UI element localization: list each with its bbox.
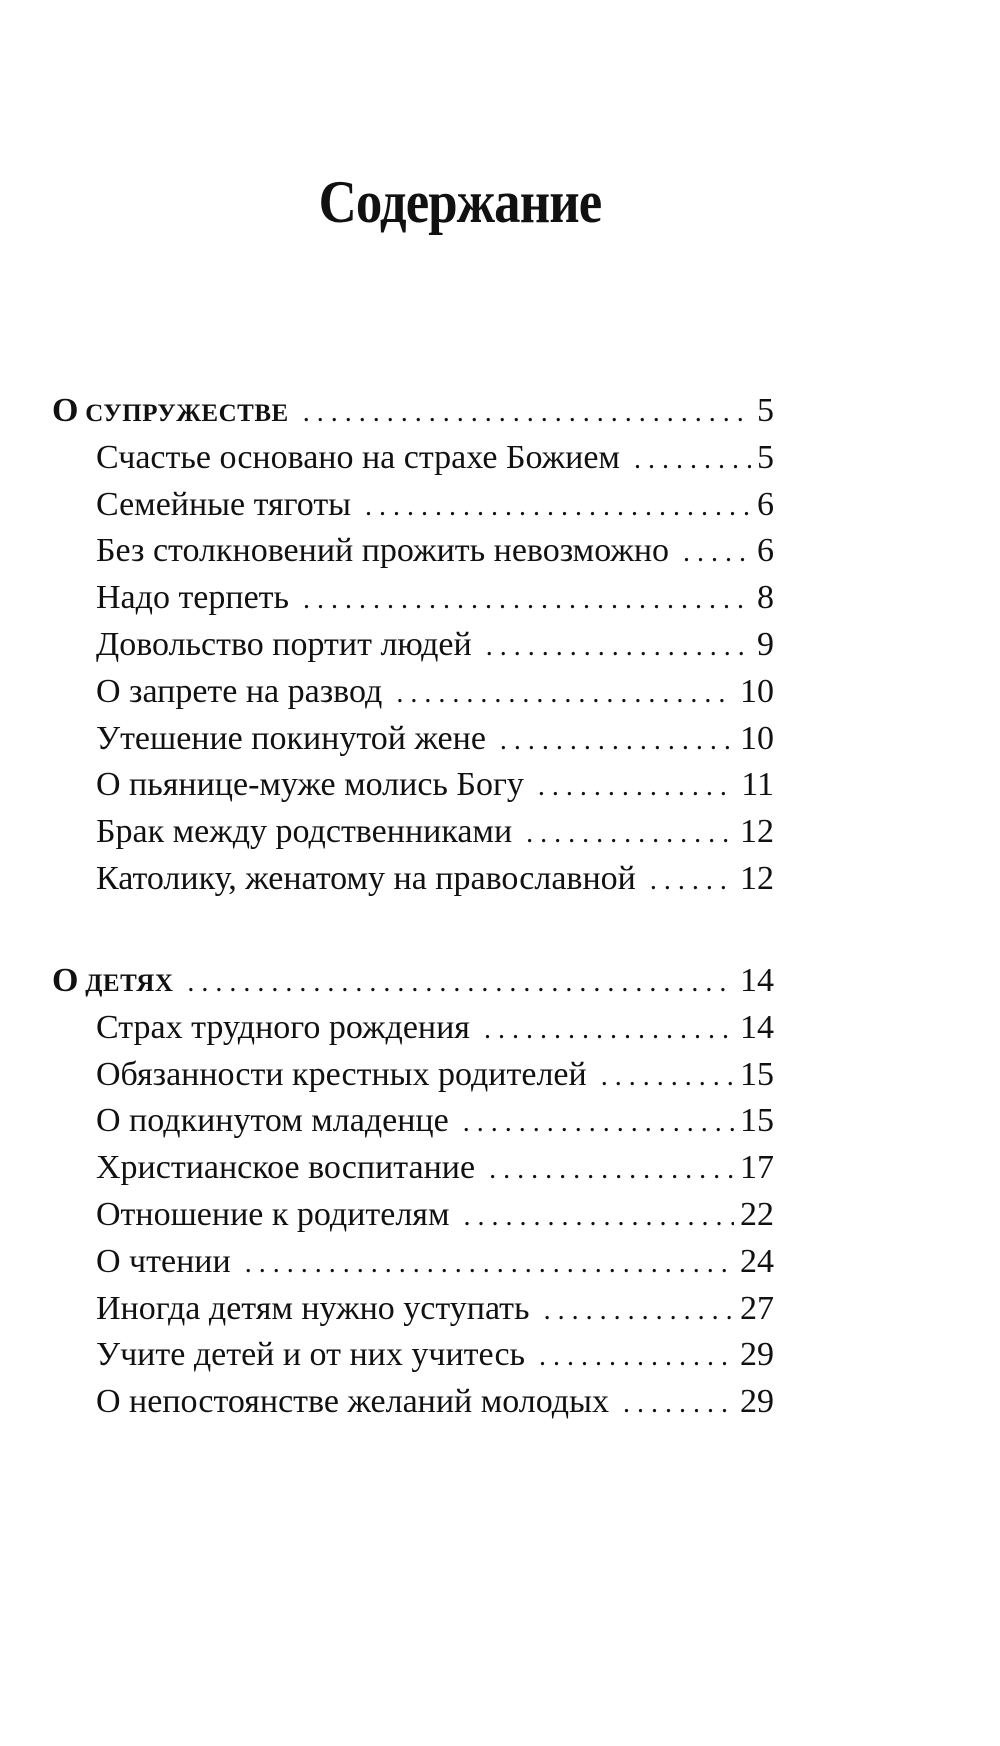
- dot-leader: [601, 1054, 734, 1101]
- dot-leader: [187, 960, 734, 1007]
- toc-entry[interactable]: [52, 1239, 774, 1286]
- toc-entry[interactable]: [52, 1379, 774, 1426]
- toc-entry[interactable]: [52, 622, 774, 669]
- page-number: 6: [757, 532, 774, 570]
- dot-leader: [245, 1241, 734, 1288]
- section-heading-rest: ДЕТЯХ: [78, 970, 174, 997]
- toc-entry[interactable]: [52, 482, 774, 529]
- dot-leader: [484, 1007, 734, 1054]
- toc-entry[interactable]: [52, 1005, 774, 1052]
- entry-label: Брак между родственниками: [96, 813, 513, 851]
- dot-leader: [538, 764, 735, 811]
- entry-label: Без столкновений прожить невозможно: [96, 532, 670, 570]
- section-heading[interactable]: [52, 388, 774, 435]
- dot-leader: [463, 1194, 734, 1241]
- section-heading[interactable]: [52, 958, 774, 1005]
- page-number: 5: [757, 392, 774, 429]
- entry-label: Католику, женатому на православной: [96, 859, 636, 897]
- entry-label: Иногда детям нужно уступать: [96, 1289, 530, 1327]
- page-number: 12: [740, 813, 774, 851]
- page-number: 8: [757, 579, 774, 617]
- dot-leader: [486, 624, 751, 671]
- dot-leader: [650, 858, 734, 905]
- dot-leader: [544, 1288, 734, 1335]
- dot-leader: [396, 671, 734, 718]
- dot-leader: [623, 1381, 734, 1428]
- entry-label: Довольство портит людей: [96, 625, 472, 663]
- page-number: 14: [740, 962, 774, 999]
- toc-entry[interactable]: [52, 809, 774, 856]
- toc-entry[interactable]: [52, 1332, 774, 1379]
- page-number: 12: [740, 859, 774, 897]
- toc-entry[interactable]: [52, 435, 774, 482]
- page-number: 5: [757, 438, 774, 476]
- entry-label: Надо терпеть: [96, 579, 290, 617]
- toc-entry[interactable]: [52, 528, 774, 575]
- toc-entry[interactable]: [52, 669, 774, 716]
- dot-leader: [683, 530, 751, 577]
- page-number: 9: [757, 625, 774, 663]
- toc-entry[interactable]: [52, 1192, 774, 1239]
- section-heading-first: О: [52, 392, 79, 429]
- dot-leader: [500, 718, 734, 765]
- toc-entry[interactable]: [52, 1145, 774, 1192]
- toc-entry[interactable]: [52, 856, 774, 903]
- page-number: 17: [740, 1149, 774, 1187]
- dot-leader: [539, 1334, 734, 1381]
- page-number: 15: [740, 1102, 774, 1140]
- dot-leader: [303, 577, 751, 624]
- entry-label: Учите детей и от них учитесь: [96, 1336, 526, 1374]
- page-number: 10: [740, 719, 774, 757]
- dot-leader: [303, 390, 751, 437]
- page-number: 24: [740, 1242, 774, 1280]
- section-heading-label: [52, 388, 289, 438]
- page-number: 6: [757, 485, 774, 523]
- entry-label: Счастье основано на страхе Божием: [96, 438, 620, 476]
- section-heading-rest: СУПРУЖЕСТВЕ: [78, 400, 289, 427]
- entry-label: Отношение к родителям: [96, 1195, 450, 1233]
- entry-label: Христианское воспитание: [96, 1149, 476, 1187]
- entry-label: Утешение покинутой жене: [96, 719, 486, 757]
- dot-leader: [634, 437, 751, 484]
- page-number: 29: [740, 1383, 774, 1421]
- toc-entry[interactable]: [52, 716, 774, 763]
- toc-section-marriage: [52, 388, 774, 903]
- dot-leader: [489, 1147, 734, 1194]
- toc-section-children: [52, 958, 774, 1426]
- dot-leader: [463, 1100, 734, 1147]
- page-number: 22: [740, 1195, 774, 1233]
- entry-label: О запрете на развод: [96, 672, 383, 710]
- dot-leader: [526, 811, 734, 858]
- entry-label: Обязанности крестных родителей: [96, 1055, 587, 1093]
- page-number: 11: [741, 766, 774, 804]
- section-heading-label: [52, 958, 173, 1008]
- page-number: 10: [740, 672, 774, 710]
- page-number: 15: [740, 1055, 774, 1093]
- entry-label: Страх трудного рождения: [96, 1008, 470, 1046]
- section-heading-first: О: [52, 962, 79, 999]
- toc-entry[interactable]: [52, 575, 774, 622]
- toc-entry[interactable]: [52, 1098, 774, 1145]
- entry-label: О непостоянстве желаний молодых: [96, 1383, 609, 1421]
- entry-label: О подкинутом младенце: [96, 1102, 449, 1140]
- page-number: 27: [740, 1289, 774, 1327]
- entry-label: О пьянице-муже молись Богу: [96, 766, 524, 804]
- page-number: 14: [740, 1008, 774, 1046]
- toc-entry[interactable]: [52, 1052, 774, 1099]
- dot-leader: [365, 484, 751, 531]
- entry-label: Семейные тяготы: [96, 485, 352, 523]
- entry-label: О чтении: [96, 1242, 231, 1280]
- page-number: 29: [740, 1336, 774, 1374]
- toc-entry[interactable]: [52, 1286, 774, 1333]
- toc-entry[interactable]: [52, 762, 774, 809]
- page-title: Содержание: [318, 169, 602, 235]
